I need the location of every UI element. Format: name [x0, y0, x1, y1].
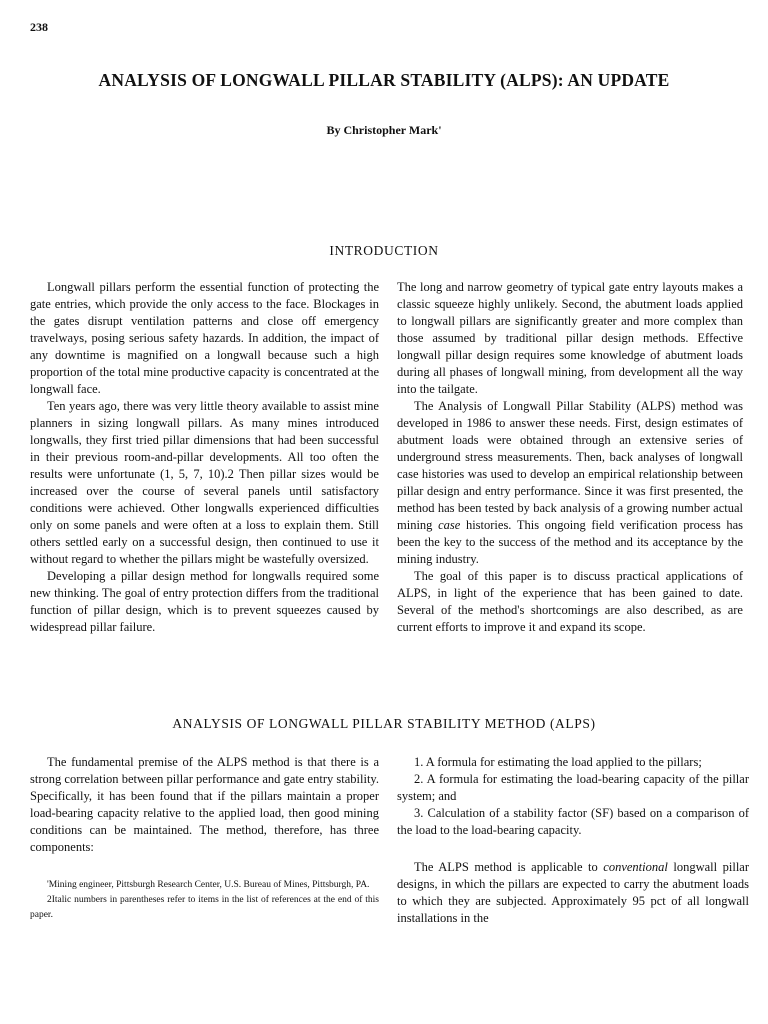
list-item: 2. A formula for estimating the load-bearing capacity of the pillar system; and	[397, 772, 749, 803]
footnote: 2Italic numbers in parentheses refer to items in the list of references at the end of this paper.	[30, 895, 379, 920]
paragraph: The fundamental premise of the ALPS method is that there is a strong correlation between pillar performance and gate entry stability. Specifically, it has been found that if the pillars maintain a proper load-bearing capacity relative to the applied load, then good mining conditions can be maintained. The method, therefore, has three components:	[30, 755, 379, 854]
introduction-left-column	[30, 279, 379, 636]
section-heading-introduction: INTRODUCTION	[329, 243, 439, 258]
paragraph	[397, 398, 743, 568]
paper-title: ANALYSIS OF LONGWALL PILLAR STABILITY (ALPS): AN UPDATE	[98, 70, 670, 90]
page-number: 238	[30, 20, 48, 34]
paragraph	[397, 859, 749, 927]
alps-left-column	[30, 754, 379, 923]
paragraph: Ten years ago, there was very little theory available to assist mine planners in sizing longwall pillars. As many mines introduced longwalls, they first tried pillar dimensions that had been successful in their previous room-and-pillar developments. All too often the results were unfortunate (1, 5, 7, 10).2 Then pillar sizes would be increased over the course of several panels until satisfactory conditions were achieved. Other longwalls experienced difficulties only on some panels and were often at a loss to explain them. Still others settled early on a successful design, then continued to use it without regard to whether the pillars might be wastefully oversized.	[30, 399, 379, 566]
section-heading-alps: ANALYSIS OF LONGWALL PILLAR STABILITY METHOD (ALPS)	[172, 716, 596, 731]
list-item: 1. A formula for estimating the load applied to the pillars;	[414, 755, 702, 769]
paragraph-text: longwall pillar designs, in which the pillars are expected to carry the abutment loads to which they are subjected. Approximately 95 pct of all longwall installations in the	[397, 860, 750, 925]
paragraph: The long and narrow geometry of typical gate entry layouts makes a classic squeeze highly unlikely. Second, the abutment loads applied to longwall pillars are significantly greater and more complex than those assumed by traditional pillar design methods. Effective longwall pillar design requires some knowledge of abutment loads during all phases of longwall mining, from development all the way into the tailgate.	[397, 280, 743, 396]
footnotes	[30, 878, 379, 923]
italic-text: conventional	[603, 860, 668, 874]
list-item: 3. Calculation of a stability factor (SF) based on a comparison of the load to the load-bearing capacity.	[397, 806, 749, 837]
paragraph: Longwall pillars perform the essential function of protecting the gate entries, which provide the only access to the face. Blockages in the gates disrupt ventilation patterns and close off emergency travelways, posing serious safety hazards. In addition, the impact of any downtime is magnified on a longwall because such a high proportion of the total mine productive capacity is concentrated at the longwall face.	[30, 280, 379, 396]
author-byline: By Christopher Mark'	[326, 123, 442, 137]
paragraph-text: histories. This ongoing field verification process has been the key to the success of the method and its acceptance by the mining industry.	[397, 518, 744, 566]
italic-text: case	[438, 518, 461, 532]
alps-right-column	[397, 754, 749, 927]
introduction-right-column	[397, 279, 743, 636]
paragraph: The goal of this paper is to discuss practical applications of ALPS, in light of the experience that has been gained to date. Several of the method's shortcomings are also described, as are current efforts to improve it and expand its scope.	[397, 569, 743, 634]
footnote: 'Mining engineer, Pittsburgh Research Center, U.S. Bureau of Mines, Pittsburgh, PA.	[47, 880, 370, 890]
paragraph-text: The ALPS method is applicable to	[414, 860, 598, 874]
paragraph: Developing a pillar design method for longwalls required some new thinking. The goal of entry protection differs from the traditional function of pillar design, which is to prevent squeezes caused by widespread pillar failure.	[30, 569, 379, 634]
paragraph-text: The Analysis of Longwall Pillar Stability (ALPS) method was developed in 1986 to answer these needs. First, design estimates of abutment loads were obtained through an extensive series of underground stress measurements. Then, back analyses of longwall case histories was used to develop an empirical relationship between pillar design and entry performance. Since it was first presented, the method has been tested by back analysis of a growing number actual mining	[397, 399, 743, 532]
